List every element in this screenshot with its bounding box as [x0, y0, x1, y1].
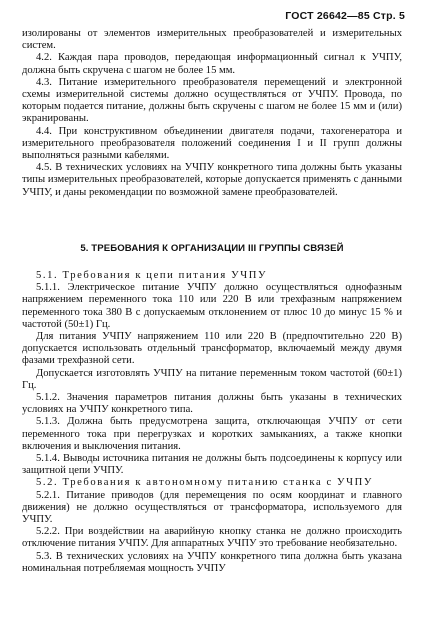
paragraph: 4.2. Каждая пара проводов, передающая информационный сигнал к УЧПУ, должна быть скручена с шагом не более 15 мм.	[22, 52, 402, 76]
paragraph: Для питания УЧПУ напряжением 110 или 220 В (предпочтительно 220 В) допускается использовать отдельный трансформатор, включаемый между двумя фазами трехфазной сети.	[22, 331, 402, 367]
paragraph: изолированы от элементов измерительных преобразователей и измерительных систем.	[22, 28, 402, 52]
paragraph: Допускается изготовлять УЧПУ на питание переменным током частотой (60±1) Гц.	[22, 367, 402, 391]
subsection-heading: 5.1. Требования к цепи питания УЧПУ	[36, 270, 268, 281]
page-header: ГОСТ 26642—85 Стр. 5	[285, 10, 405, 22]
paragraph: 5.1.3. Должна быть предусмотрена защита, отключающая УЧПУ от сети переменного тока при перегрузках и коротких замыканиях, а также кнопки включения и выключения питания.	[22, 416, 402, 452]
paragraph: 5.1.2. Значения параметров питания должны быть указаны в технических условиях на УЧПУ конкретного типа.	[22, 392, 402, 416]
section-title: 5. ТРЕБОВАНИЯ К ОРГАНИЗАЦИИ III ГРУППЫ СВЯЗЕЙ	[80, 243, 344, 254]
paragraph: 5.3. В технических условиях на УЧПУ конкретного типа должна быть указана номинальная потребляемая мощность УЧПУ	[22, 550, 402, 574]
paragraph: 5.2.2. При воздействии на аварийную кнопку станка не должно происходить отключение питания УЧПУ. Для аппаратных УЧПУ это требование необязательно.	[22, 526, 402, 550]
paragraph: 5.2.1. Питание приводов (для перемещения по осям координат и главного движения) не должно осуществляться от трансформатора, используемого для УЧПУ.	[22, 489, 402, 526]
paragraph: 5.1.1. Электрическое питание УЧПУ должно осуществляться однофазным напряжением переменного тока 110 или 220 В или трехфазным напряжением переменного тока 380 В с допускаемым отклонением от плюс 10 до минус 15 % и частотой (50±1) Гц.	[22, 282, 402, 330]
paragraph: 5.1.4. Выводы источника питания не должны быть подсоединены к корпусу или защитной цепи УЧПУ.	[22, 453, 402, 477]
paragraph: 4.4. При конструктивном объединении двигателя подачи, тахогенератора и измерительного преобразователя положений соединения I и II групп должны выполняться разными кабелями.	[22, 125, 402, 162]
paragraph: 4.3. Питание измерительного преобразователя перемещений и электронной схемы измерительной системы должно осуществляться от УЧПУ. Провода, по которым подается питание, должны быть скручены с шагом не более 15 мм и (или) экранированы.	[22, 76, 402, 125]
bottom-paragraphs	[22, 270, 402, 575]
paragraph: 4.5. В технических условиях на УЧПУ конкретного типа должны быть указаны типы измерительных преобразователей, которые допускается применять с данными УЧПУ, и даны рекомендации по возможной замене преобразователей.	[22, 162, 402, 198]
top-paragraphs	[22, 28, 402, 199]
subsection-heading: 5.2. Требования к автономному питанию станка с УЧПУ	[36, 477, 373, 489]
